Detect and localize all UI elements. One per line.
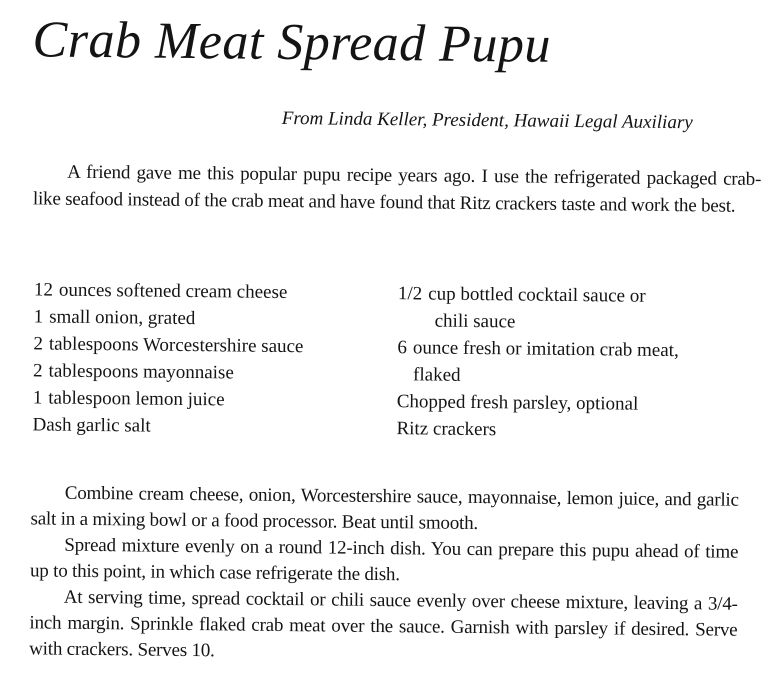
direction-step: At serving time, spread cocktail or chili sauce evenly over cheese mixture, leaving a 3/4-inch margin. Sprinkle flaked crab meat over the sauce. Garnish with parsley if desired. Serve with crackers. Serves 10. bbox=[29, 586, 738, 662]
ingredient-item bbox=[397, 334, 764, 392]
ingredients-left-column bbox=[32, 276, 398, 442]
ingredient-text: tablespoon lemon juice bbox=[48, 387, 225, 411]
ingredient-item bbox=[33, 357, 397, 388]
ingredient-item bbox=[398, 280, 765, 338]
recipe-title: Crab Meat Spread Pupu bbox=[32, 11, 552, 74]
ingredient-item bbox=[33, 384, 397, 415]
ingredient-continuation: flaked bbox=[412, 364, 461, 386]
ingredient-item bbox=[34, 303, 398, 334]
direction-step: Spread mixture evenly on a round 12-inch dish. You can prepare this pupu ahead of time up to this point, in which case refrigerate the dish. bbox=[29, 534, 739, 586]
direction-step: Combine cream cheese, onion, Worcestershire sauce, mayonnaise, lemon juice, and garlic salt in a mixing bowl or a food processor. Beat until smooth. bbox=[30, 482, 739, 535]
ingredient-item bbox=[32, 411, 396, 442]
ingredients-list bbox=[32, 276, 764, 446]
ingredient-text: Dash garlic salt bbox=[32, 414, 151, 437]
ingredient-text: Chopped fresh parsley, optional bbox=[396, 391, 639, 415]
ingredient-item bbox=[396, 415, 762, 446]
ingredient-text: cup bottled cocktail sauce or bbox=[428, 283, 646, 307]
ingredient-qty: 2 bbox=[33, 333, 44, 355]
ingredient-text: ounces softened cream cheese bbox=[58, 279, 288, 304]
ingredient-text: ounce fresh or imitation crab meat, bbox=[412, 337, 679, 362]
ingredient-qty: 1/2 bbox=[397, 283, 423, 305]
ingredient-text: Ritz crackers bbox=[396, 418, 497, 441]
ingredient-text: small onion, grated bbox=[49, 306, 196, 330]
ingredient-qty: 6 bbox=[397, 337, 407, 359]
ingredient-text: tablespoons mayonnaise bbox=[48, 360, 234, 384]
ingredient-qty: 2 bbox=[33, 360, 43, 382]
ingredient-continuation: chili sauce bbox=[434, 310, 516, 333]
ingredient-qty: 1 bbox=[32, 387, 43, 409]
ingredient-text: tablespoons Worcestershire sauce bbox=[48, 333, 304, 358]
recipe-attribution: From Linda Keller, President, Hawaii Legal Auxiliary bbox=[281, 107, 693, 134]
ingredient-item bbox=[34, 276, 398, 307]
recipe-intro: A friend gave me this popular pupu recipe years ago. I use the refrigerated packaged crab-like seafood instead of the crab meat and have found that Ritz crackers taste and work the best. bbox=[32, 161, 762, 217]
ingredient-qty: 1 bbox=[33, 306, 44, 328]
recipe-directions bbox=[29, 480, 739, 669]
ingredient-item bbox=[33, 330, 397, 361]
ingredients-right-column bbox=[396, 280, 764, 446]
ingredient-qty: 12 bbox=[33, 279, 54, 301]
ingredient-item bbox=[397, 388, 763, 419]
